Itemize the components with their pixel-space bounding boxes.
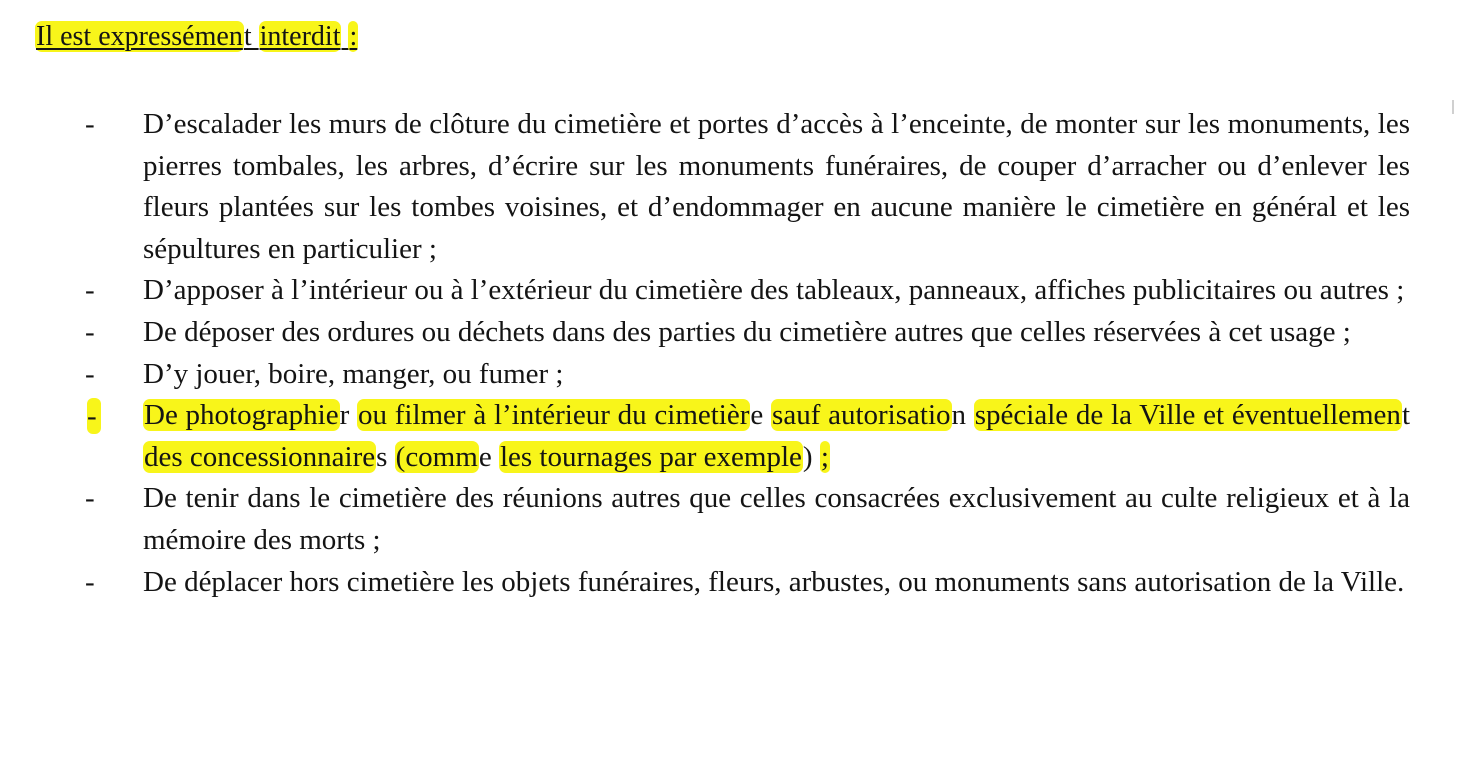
bullet-dash: - [85,482,95,515]
bullet-dash: - [85,357,95,390]
text-run: n [951,399,974,432]
list-item [0,104,1410,270]
list-item-text [143,358,563,390]
list-item [0,562,1410,604]
list-item-text [143,108,1410,265]
scan-mark [1452,100,1454,114]
text-run: t [1401,399,1410,432]
bullet-dash: - [85,565,95,598]
highlighted-text: interdit [259,21,341,52]
text-run: r [339,399,357,432]
text-run: De déplacer hors cimetière les objets funéraires, fleurs, arbustes, ou monuments sans autorisation de la Ville. [143,565,1405,598]
highlighted-text: spéciale de la Ville et éventuellemen [974,399,1401,432]
bullet-dash: - [85,274,95,307]
highlighted-text: De photographie [144,399,339,432]
highlighted-text: ou filmer à l’intérieur du cimetièr [357,399,750,432]
text-run: s [376,440,395,473]
list-item [0,312,1410,354]
text-run: D’y jouer, boire, manger, ou fumer ; [143,357,564,390]
list-item [0,478,1410,561]
bullet-dash: - [85,315,95,348]
highlighted-text: (comm [395,440,478,473]
text-run: t [243,21,259,52]
bullet-dash: - [85,108,95,140]
text-run: De déposer des ordures ou déchets dans des parties du cimetière autres que celles réservées à cet usage ; [143,315,1351,348]
list-item-text [143,399,1410,473]
text-run: D’escalader les murs de clôture du cimetière et portes d’accès à l’enceinte, de monter sur les monuments, les pierres tombales, les arbres, d’écrire sur les monuments funéraires, de couper d’arracher ou d’enlever les fleurs plantées sur les tombes voisines, et d’endommager en aucune manière le cimetière en général et les sépultures en particulier ; [143,108,1410,265]
highlighted-text: les tournages par exemple [499,440,802,473]
highlighted-text: : [349,21,358,52]
highlighted-text: Il est expressémen [36,21,243,52]
list-item [0,354,1410,396]
text-run: D’apposer à l’intérieur ou à l’extérieur du cimetière des tableaux, panneaux, affiches publicitaires ou autres ; [143,274,1405,307]
text-run: e [478,440,499,473]
text-run: ) [802,440,820,473]
list-item-text [143,316,1351,348]
section-heading [35,19,358,55]
highlighted-text: des concessionnaire [144,440,376,473]
list-item [0,270,1410,312]
text-run: e [750,399,772,432]
list-item-text [143,566,1404,598]
highlighted-text: ; [820,440,829,473]
bullet-dash: - [87,398,101,434]
list-item-text [143,482,1410,556]
prohibitions-list [0,104,1464,603]
list-item [0,395,1410,478]
list-item-text [143,274,1404,306]
text-run: De tenir dans le cimetière des réunions autres que celles consacrées exclusivement au culte religieux et à la mémoire des morts ; [143,482,1410,556]
highlighted-text: sauf autorisatio [772,399,951,432]
